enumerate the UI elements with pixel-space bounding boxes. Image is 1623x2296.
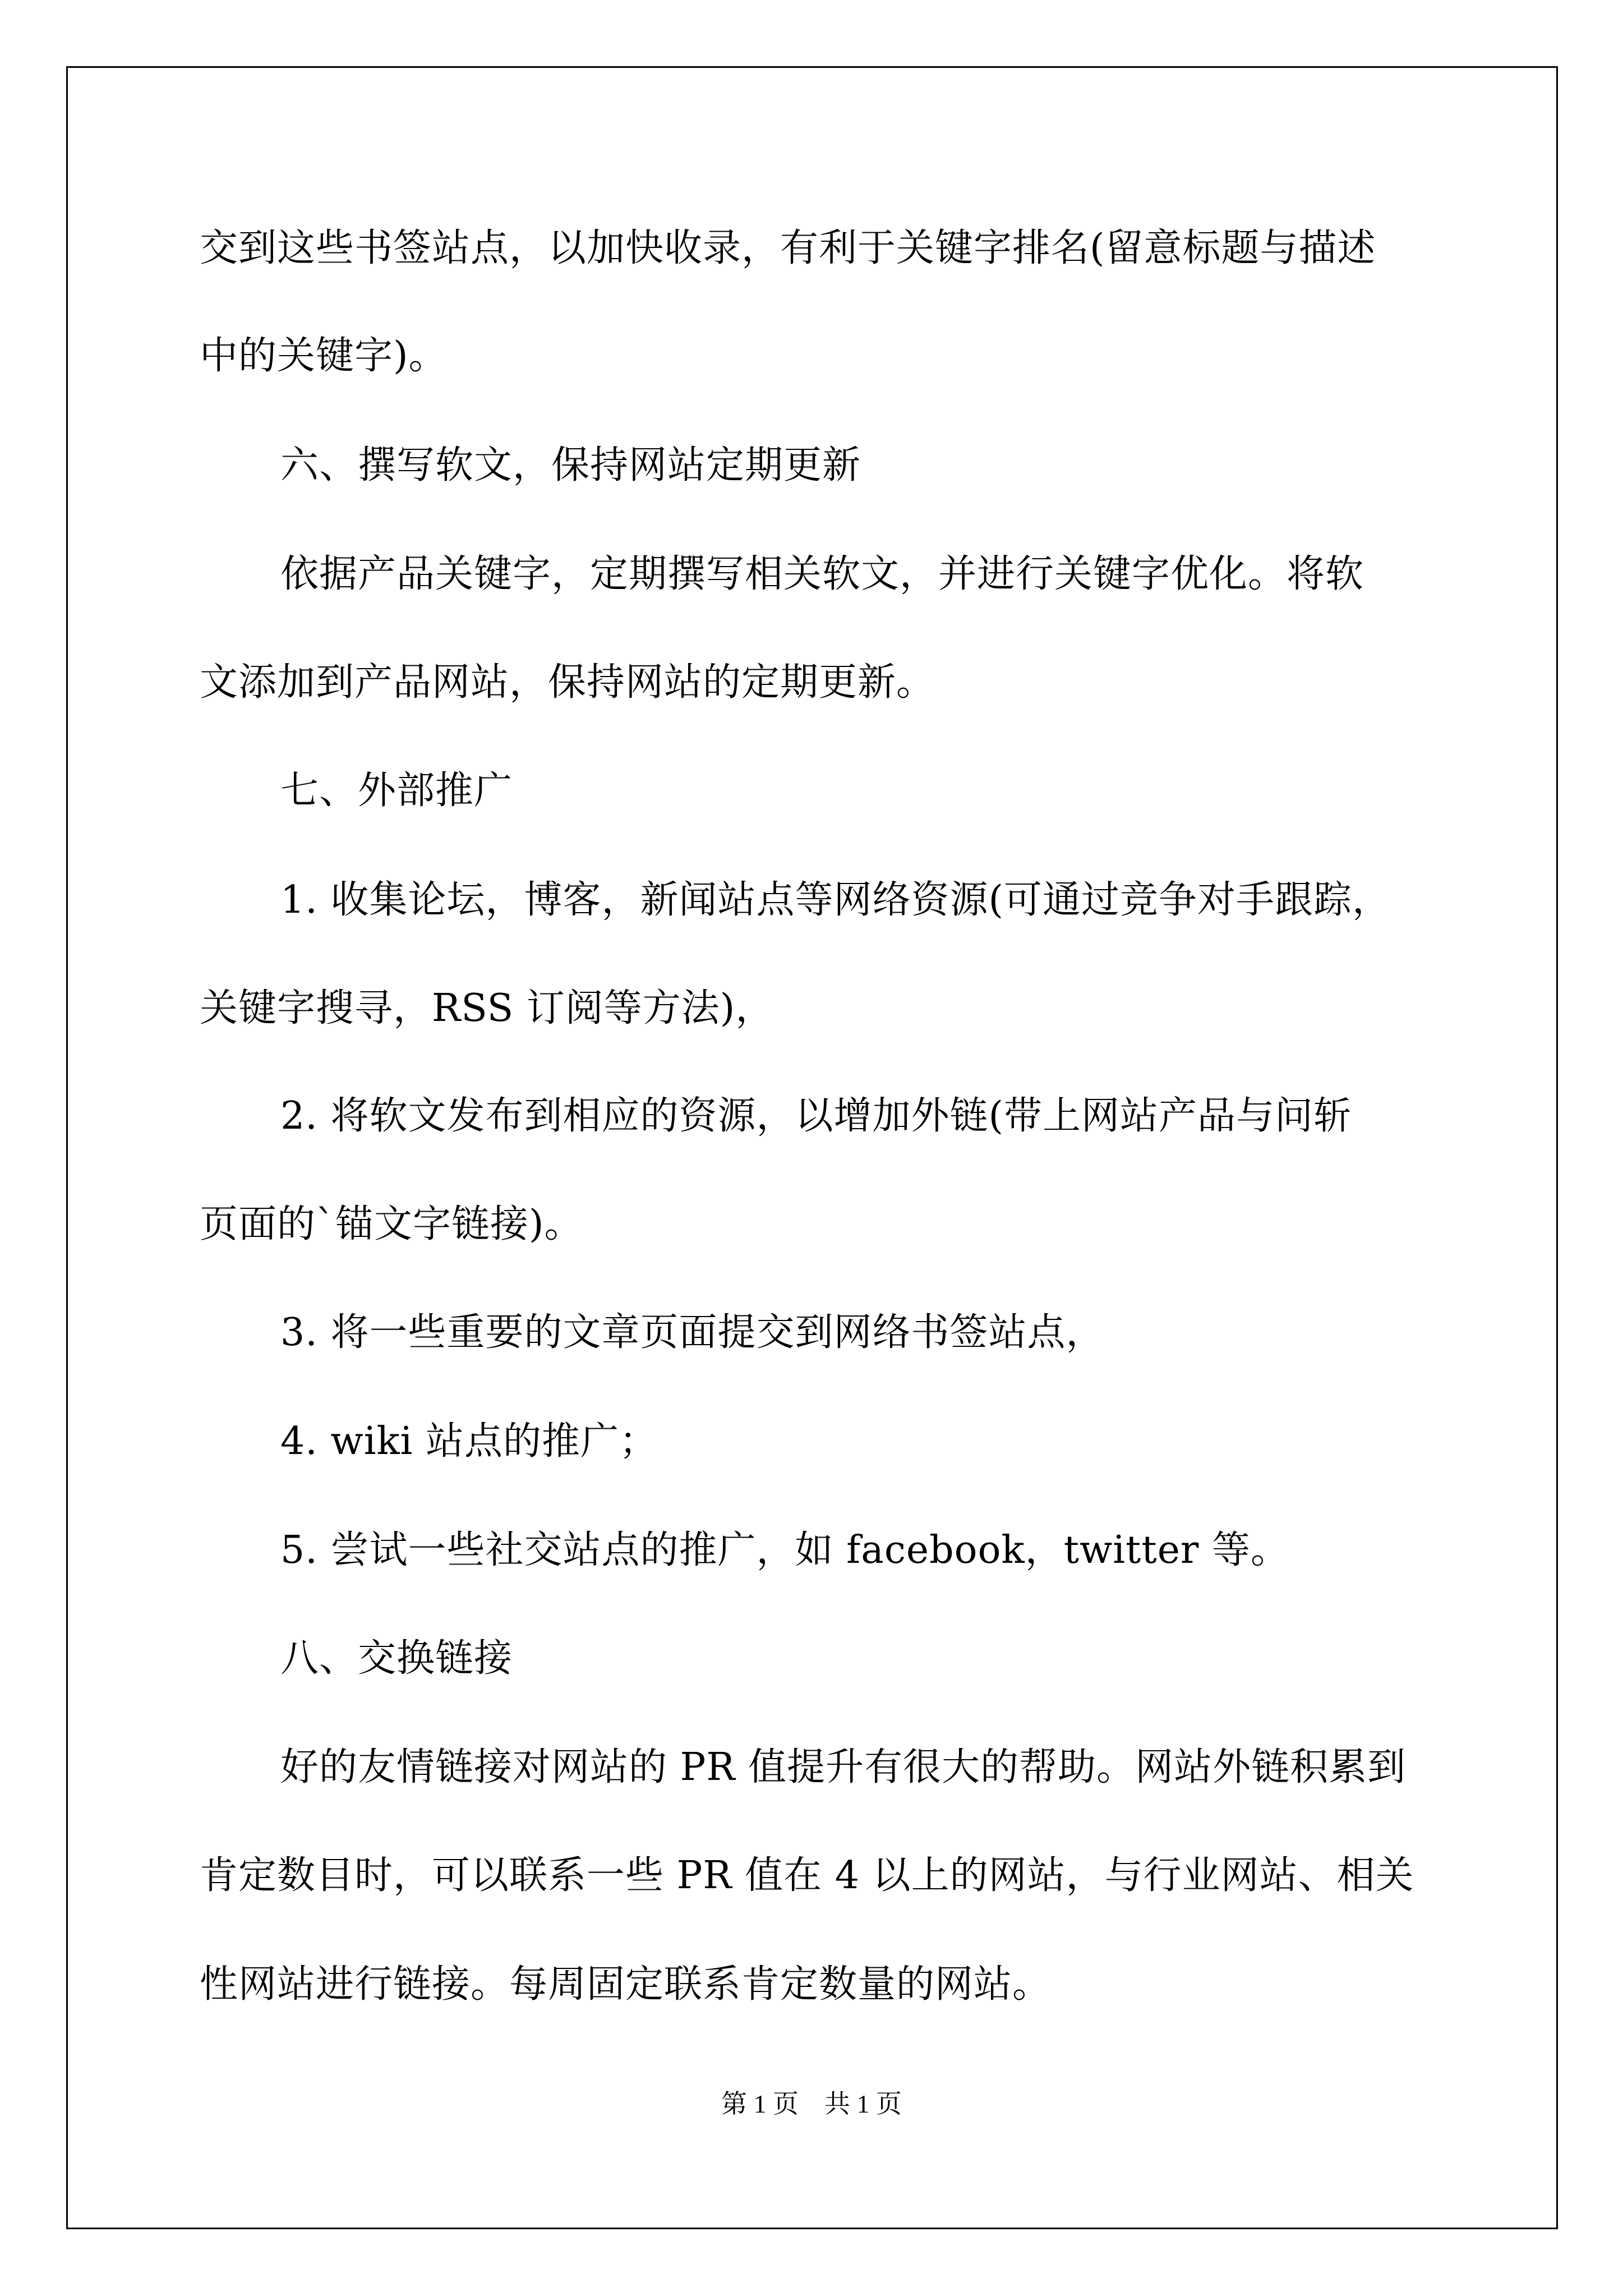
page-footer: 第 1 页 共 1 页 bbox=[721, 2090, 902, 2118]
section-heading-7: 七、外部推广 bbox=[280, 769, 513, 813]
list-item-2: 2. 将软文发布到相应的资源，以增加外链(带上网站产品与问斩 bbox=[280, 1094, 1353, 1138]
paragraph-line: 文添加到产品网站，保持网站的定期更新。 bbox=[200, 660, 935, 705]
paragraph-line: 交到这些书签站点，以加快收录，有利于关键字排名(留意标题与描述 bbox=[200, 226, 1376, 270]
list-item-4: 4. wiki 站点的推广； bbox=[280, 1419, 658, 1464]
section-heading-8: 八、交换链接 bbox=[280, 1636, 513, 1681]
paragraph-line: 性网站进行链接。每周固定联系肯定数量的网站。 bbox=[200, 1962, 1052, 2007]
paragraph-line: 好的友情链接对网站的 PR 值提升有很大的帮助。网站外链积累到 bbox=[280, 1745, 1407, 1789]
list-item-2-cont: 页面的`锚文字链接)。 bbox=[200, 1202, 583, 1246]
list-item-1-cont: 关键字搜寻，RSS 订阅等方法)， bbox=[200, 986, 774, 1030]
paragraph-line: 依据产品关键字，定期撰写相关软文，并进行关键字优化。将软 bbox=[280, 552, 1364, 596]
page-border bbox=[66, 66, 1558, 2229]
section-heading-6: 六、撰写软文，保持网站定期更新 bbox=[280, 443, 861, 487]
paragraph-line: 中的关键字)。 bbox=[200, 334, 448, 378]
list-item-3: 3. 将一些重要的文章页面提交到网络书签站点， bbox=[280, 1310, 1105, 1355]
list-item-5: 5. 尝试一些社交站点的推广，如 facebook，twitter 等。 bbox=[280, 1528, 1290, 1572]
list-item-1: 1. 收集论坛，博客，新闻站点等网络资源(可通过竞争对手跟踪， bbox=[280, 878, 1391, 922]
paragraph-line: 肯定数目时，可以联系一些 PR 值在 4 以上的网站，与行业网站、相关 bbox=[200, 1853, 1414, 1898]
